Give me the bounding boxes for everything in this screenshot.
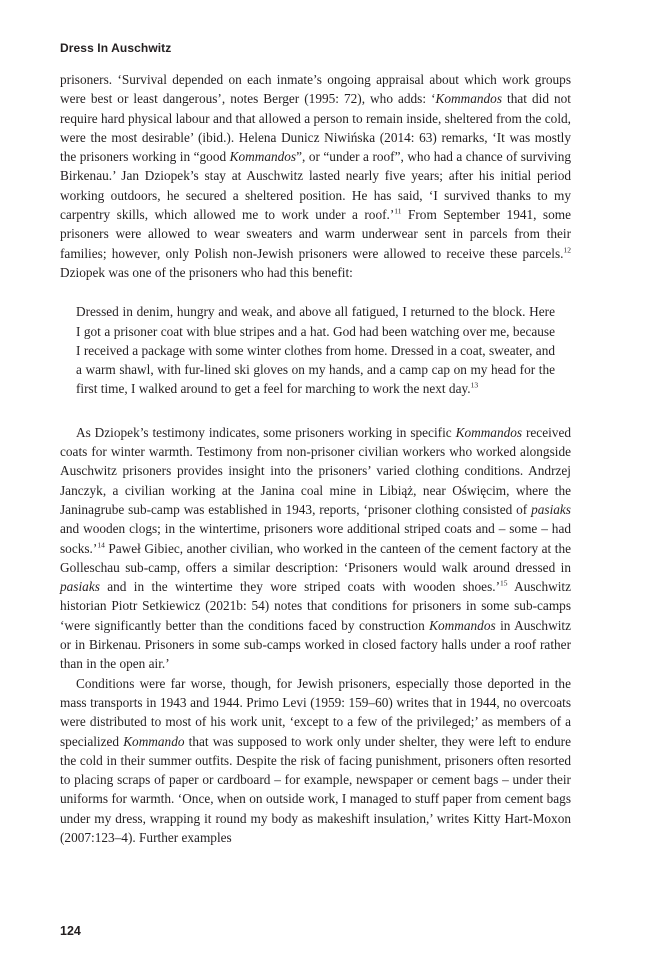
text-run: received coats for winter warmth. Testimony from non-prisoner civilian workers who worked alongside Auschwitz prisoners provides insight into the prisoners’ varied clothing conditions. Andrzej Janczyk, a civilian working at the Janina coal mine in Libiąż, near Oświęcim, where the Janinagrube sub-camp was established in 1943, reports, ‘prisoner clothing consisted of [60,424,571,517]
italic-term: Kommando [123,733,185,749]
paragraph [60,423,571,674]
footnote-marker: 12 [563,245,571,255]
text-run: As Dziopek’s testimony indicates, some prisoners working in specific [76,424,456,440]
text-run: in Auschwitz or in Birkenau. Prisoners in some sub-camps worked in closed factory halls under a roof rather than in the open air.’ [60,617,571,672]
italic-term: Kommandos [435,91,503,107]
paragraph [60,70,571,282]
running-head: Dress In Auschwitz [60,41,172,55]
body-text [60,70,571,847]
text-run: From September 1941, some prisoners were allowed to wear sweaters and warm underwear sent in parcels from their families; however, only Polish non-Jewish prisoners were allowed to receive these parcels. [60,207,571,261]
page-number: 124 [60,924,81,938]
text-run: Dziopek was one of the prisoners who had this benefit: [60,264,353,280]
text-run: that did not require hard physical labour and that allowed a person to remain inside, sheltered from the cold, were the most desirable’ (ibid.). Helena Dunicz Niwińska (2014: 63) remarks, ‘It was mostly the prisoners working in “good [60,91,572,165]
text-run: Auschwitz historian Piotr Setkiewicz (2021b: 54) notes that conditions for prisoners in some sub-camps ‘were significantly better than the conditions faced by construction [60,579,571,633]
italic-term: pasiaks [60,579,100,595]
block-quote [76,302,555,398]
text-run: Paweł Gibiec, another civilian, who worked in the canteen of the cement factory at the Golleschau sub-camp, offers a similar description: ‘Prisoners would walk around dressed in [60,540,571,575]
paragraph [60,674,571,848]
text-run: and in the wintertime they wore striped coats with wooden shoes.’ [99,579,501,595]
text-run: and wooden clogs; in the wintertime, prisoners wore additional striped coats and – some – had socks.’ [60,521,571,556]
italic-term: Kommandos [229,149,297,165]
footnote-marker: 14 [97,540,105,550]
footnote-marker: 13 [470,381,479,391]
footnote-marker: 15 [500,578,508,588]
italic-term: Kommandos [455,424,523,440]
text-run: prisoners. ‘Survival depended on each inmate’s ongoing appraisal about which work groups were best or least dangerous’, notes Berger (1995: 72), who adds: ‘ [60,72,571,107]
text-run: ”, or “under a roof”, who had a chance of surviving Birkenau.’ Jan Dziopek’s stay at Auschwitz lasted nearly five years; after his initial period working outdoors, he secured a sheltered position. He has said, ‘I survived thanks to my carpentry skills, which allowed me to work under a roof.’ [60,149,571,223]
footnote-marker: 11 [394,206,402,216]
text-run: Dressed in denim, hungry and weak, and above all fatigued, I returned to the block. Here I got a prisoner coat with blue stripes and a hat. God had been watching over me, because I received a package with some winter clothes from home. Dressed in a coat, sweater, and a warm shawl, with fur-lined ski gloves on my hands, and a camp cap on my head for the first time, I walked around to get a feel for marching to work the next day. [76,304,555,397]
italic-term: pasiaks [531,501,571,517]
italic-term: Kommandos [429,617,496,633]
text-run: Conditions were far worse, though, for Jewish prisoners, especially those deported in the mass transports in 1943 and 1944. Primo Levi (1959: 159–60) writes that in 1944, no overcoats were distributed to most of his work unit, ‘except to a few of the privileged;’ as members of a specialized [60,675,571,749]
text-run: that was supposed to work only under shelter, they were left to endure the cold in their summer outfits. Despite the risk of facing punishment, prisoners often resorted to placing scraps of paper or cardboard – for example, newspaper or cement bags – under their uniforms for warmth. ‘Once, when on outside work, I managed to stuff paper from cement bags under my dress, wrapping it round my body as makeshift insulation,’ writes Kitty Hart-Moxon (2007:123–4). Further examples [60,733,571,845]
